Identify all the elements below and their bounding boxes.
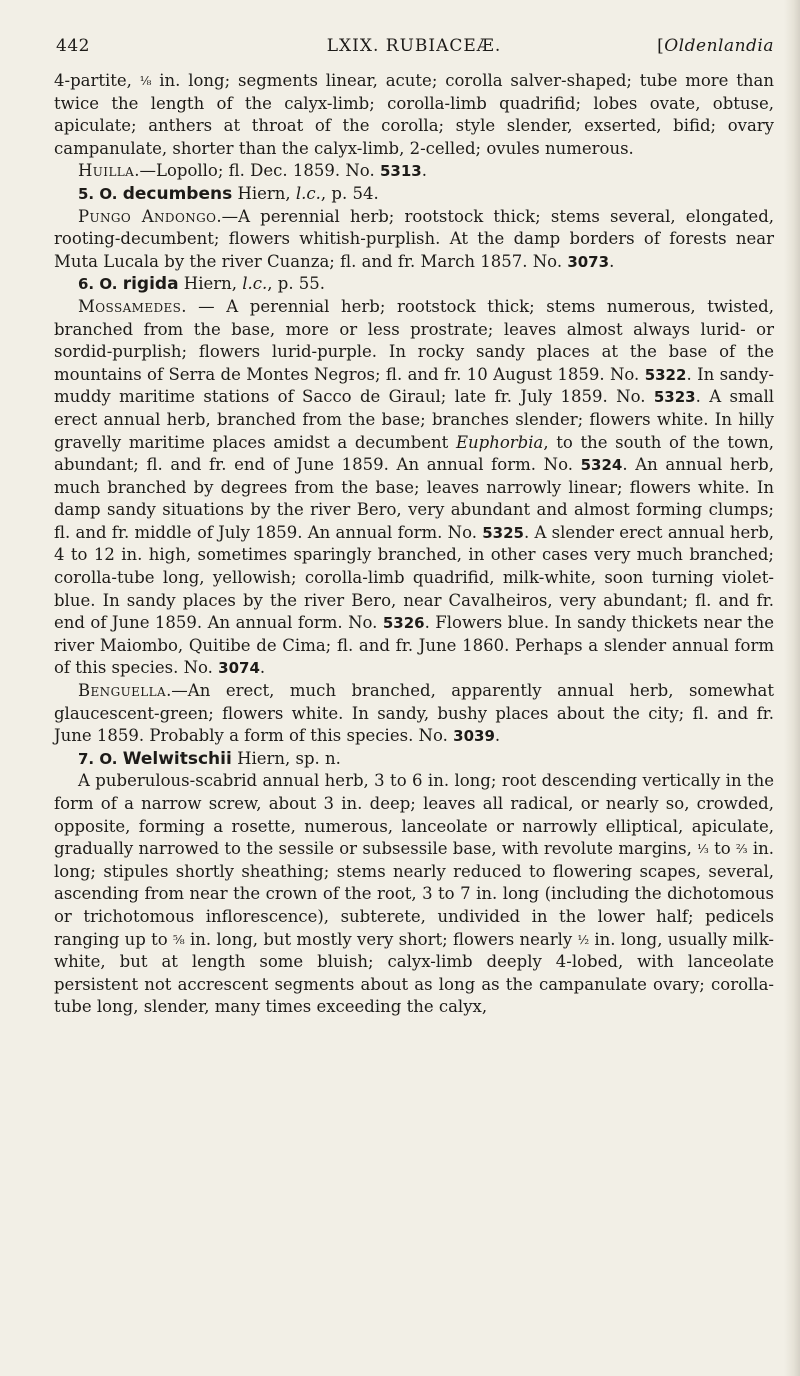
fraction: ⅝ — [173, 932, 185, 947]
species-number: 6. O. — [78, 275, 123, 294]
running-header — [54, 36, 774, 70]
text-run: . A small erect annual herb, branched from the base; branches slender; flowers white. In hilly gravelly maritime places amidst a decumbent — [54, 387, 775, 452]
species-number: 5. O. — [78, 184, 123, 203]
text-run: .—An erect, much branched, apparently annual herb, somewhat glaucescent-green; flowers white. In sandy, bushy places about the city; fl. and fr. June 1859. Probably a form of this species. No. — [54, 681, 774, 746]
locality-pungo-andongo — [54, 206, 774, 274]
fraction: ⅛ — [139, 74, 152, 88]
text-run: in. long; stipules shortly sheathing; stems nearly reduced to flowering scapes, several, ascending from near the crown of the root, 3 to 7 in. long (including the dichotomous or trichotomous inflorescence), subterete, undivided in the lower half; pedicels ranging up to — [54, 839, 774, 949]
specimen-number: 5324 — [580, 456, 623, 475]
text-run: . — [259, 658, 266, 678]
text-run: , to the south of the town, abundant; fl. and fr. end of June 1859. An annual form. No. — [54, 432, 774, 475]
reference-page: , p. 55. — [267, 274, 326, 294]
genus-name: Oldenlandia — [664, 36, 774, 56]
species-name: rigida — [122, 274, 179, 295]
specimen-number: 5325 — [482, 523, 524, 542]
text-run: . — [421, 161, 427, 181]
species-author: Hiern, — [232, 183, 296, 203]
text-run: .—A perennial herb; rootstock thick; stems several, elongated, rooting-decumbent; flowers whitish-purplish. At the damp borders of forests near Muta Lucala by the river Cuanza; fl. and fr. March 1857. No. — [54, 206, 774, 271]
reference-abbrev: l.c. — [295, 183, 321, 203]
text-run: . In sandy-muddy maritime stations of Sacco de Giraul; late fr. July 1859. No. — [54, 364, 774, 407]
fraction: ⅓ — [697, 842, 709, 857]
locality-name: Pungo Andongo — [78, 206, 217, 226]
text-run: in. long; segments linear, acute; corolla salver-shaped; tube more than twice the length of the calyx-limb; corolla-limb quadrifid; lobes ovate, obtuse, apiculate; anthers at throat of the corolla; style slender, exserted, bifid; ovary campanulate, shorter than the calyx-limb, 2-celled; ovules numerous. — [54, 71, 774, 158]
species-heading-rigida — [54, 273, 774, 296]
text-run: . — [609, 251, 615, 271]
fraction: ⅔ — [735, 842, 748, 857]
book-page — [54, 36, 774, 1019]
page-edge-shadow — [784, 0, 800, 1376]
locality-benguella — [54, 680, 774, 748]
reference-page: , p. 54. — [320, 183, 379, 203]
genus-header — [657, 36, 774, 56]
fraction: ½ — [577, 932, 590, 947]
text-run: in. long, but mostly very short; flowers nearly — [184, 929, 578, 949]
specimen-number: 5323 — [653, 388, 696, 407]
specimen-number: 5322 — [644, 365, 687, 384]
description-welwitschii — [54, 770, 774, 1019]
specimen-number: 5313 — [379, 162, 422, 181]
reference-abbrev: l.c. — [242, 274, 268, 294]
species-author: Hiern, sp. n. — [231, 748, 341, 768]
text-run: . A slender erect annual herb, 4 to 12 in. high, sometimes sparingly branched, in other cases very much branched; corolla-tube long, yellowish; corolla-limb quadrifid, milk-white, soon turning violet-blue. In sandy places by the river Bero, near Cavalheiros, very abundant; fl. and fr. end of June 1859. An annual form. No. — [54, 522, 774, 633]
description-continued — [54, 70, 774, 160]
text-run: in. long, usually milk-white, but at length some bluish; calyx-limb deeply 4-lobed, with lanceolate persistent not accrescent segments about as long as the campanulate ovary; corolla-tube long, slender, many times exceeding the calyx, — [54, 929, 774, 1017]
species-name: decumbens — [122, 183, 233, 204]
page-body — [54, 70, 774, 1019]
text-run: . Flowers blue. In sandy thickets near the river Maiombo, Quitibe de Cima; fl. and fr. June 1860. Perhaps a slender annual form of this species. No. — [54, 613, 775, 678]
page-number: 442 — [56, 36, 90, 56]
locality-mossamedes — [54, 296, 774, 680]
specimen-number: 3074 — [218, 659, 260, 678]
locality-name: Benguella — [78, 681, 167, 701]
species-heading-welwitschii — [54, 748, 774, 771]
specimen-number: 3039 — [453, 727, 495, 746]
locality-huilla — [54, 160, 774, 183]
species-number: 7. O. — [78, 749, 123, 768]
species-name: Welwitschii — [122, 748, 232, 769]
species-heading-decumbens — [54, 183, 774, 206]
text-run: . — [494, 726, 501, 746]
text-run: . — A perennial herb; rootstock thick; stems numerous, twisted, branched from the base, more or less prostrate; leaves almost always lurid- or sordid-purplish; flowers lurid-purple. In rocky sandy places at the base of the mountains of Serra de Montes Negros; fl. and fr. 10 August 1859. No. — [54, 296, 774, 384]
species-author: Hiern, — [178, 274, 243, 294]
text-run: . An annual herb, much branched by degrees from the base; leaves narrowly linear; flowers white. In damp sandy situations by the river Bero, very abundant and almost forming clumps; fl. and fr. middle of July 1859. An annual form. No. — [54, 455, 774, 542]
text-run: to — [708, 839, 736, 859]
text-run: .—Lopollo; fl. Dec. 1859. No. — [134, 161, 380, 181]
specimen-number: 3073 — [567, 252, 610, 271]
specimen-number: 5326 — [382, 614, 425, 633]
genus-bracket: [ — [657, 36, 665, 56]
text-run: A puberulous-scabrid annual herb, 3 to 6 in. long; root descending vertically in the form of a narrow screw, about 3 in. deep; leaves all radical, or nearly so, crowded, opposite, forming a rosette, numerous, lanceolate or narrowly elliptical, apiculate, gradually narrowed to the sessile or subsessile base, with revolute margins, — [54, 771, 774, 859]
text-run: 4-partite, — [54, 71, 140, 90]
running-title: LXIX. RUBIACEÆ. — [326, 36, 502, 56]
locality-name: Mossamedes — [78, 296, 182, 316]
locality-name: Huilla — [78, 161, 135, 181]
genus-italic: Euphorbia — [455, 432, 544, 452]
